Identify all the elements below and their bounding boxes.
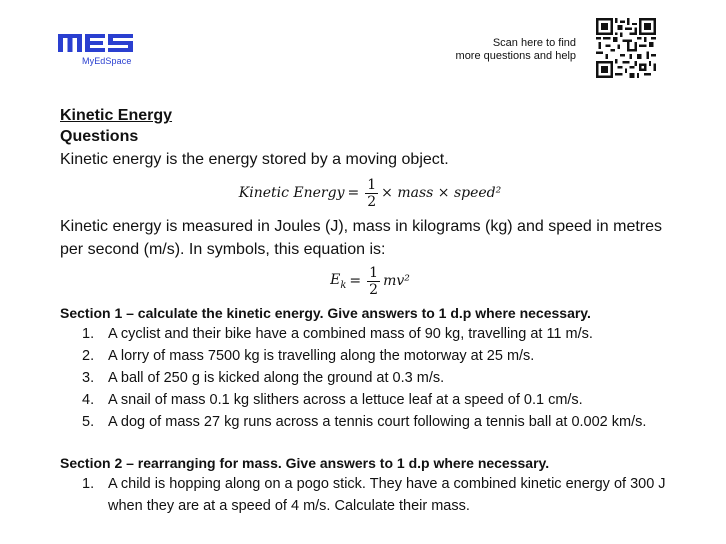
scan-line-2: more questions and help xyxy=(455,50,576,62)
formula2-equals: = xyxy=(349,273,362,289)
formula1-denominator: 2 xyxy=(367,193,377,210)
logo-subtitle: MyEdSpace xyxy=(82,56,132,66)
formula1-numerator: 1 xyxy=(367,176,377,193)
myedspace-logo xyxy=(58,32,134,66)
section-1-questions xyxy=(60,323,680,433)
scan-line-1: Scan here to find xyxy=(492,37,576,49)
intro-text: Kinetic energy is the energy stored by a moving object. xyxy=(60,151,449,168)
section-1 xyxy=(60,303,680,433)
page-title: Kinetic Energy xyxy=(60,107,173,124)
formula1-equals: = xyxy=(347,185,360,201)
formula1-fraction xyxy=(365,177,378,210)
symbol-formula xyxy=(60,261,680,301)
section-2 xyxy=(60,453,680,517)
question-item: 1. A child is hopping along on a pogo stick. They have a combined kinetic energy of 300 J when they are at a speed of 4 m/s. Calculate their mass. xyxy=(82,476,666,514)
scan-hint xyxy=(456,37,576,63)
units-text: Kinetic energy is measured in Joules (J), mass in kilograms (kg) and speed in metres per second (m/s). In symbols, this equation is: xyxy=(60,218,663,258)
formula1-lhs: Kinetic Energy xyxy=(238,185,345,201)
kinetic-energy-formula xyxy=(60,171,680,215)
question-item: 4. A snail of mass 0.1 kg slithers across a lettuce leaf at a speed of 0.1 cm/s. xyxy=(82,392,583,408)
formula2-fraction xyxy=(367,265,380,298)
section-2-heading: Section 2 – rearranging for mass. Give answers to 1 d.p where necessary. xyxy=(60,455,550,471)
question-item: 1. A cyclist and their bike have a combined mass of 90 kg, travelling at 11 m/s. xyxy=(82,326,593,342)
worksheet-content xyxy=(60,106,680,517)
formula2-rest: mv² xyxy=(383,273,410,289)
formula1-rest: × mass × speed² xyxy=(381,185,502,201)
section-2-questions xyxy=(60,473,680,517)
mes-logo-icon xyxy=(58,32,134,54)
formula2-numerator: 1 xyxy=(369,264,379,281)
qr-code-icon[interactable] xyxy=(596,18,656,78)
page-subtitle: Questions xyxy=(60,128,139,145)
question-item: 3. A ball of 250 g is kicked along the ground at 0.3 m/s. xyxy=(82,370,445,386)
section-1-heading: Section 1 – calculate the kinetic energy. Give answers to 1 d.p where necessary. xyxy=(60,305,591,321)
formula2-lhs: $E_k$ xyxy=(330,271,347,291)
question-item: 2. A lorry of mass 7500 kg is travelling along the motorway at 25 m/s. xyxy=(82,348,535,364)
formula2-denominator: 2 xyxy=(369,281,379,298)
question-item: 5. A dog of mass 27 kg runs across a tennis court following a tennis ball at 0.002 km/s. xyxy=(82,414,647,430)
